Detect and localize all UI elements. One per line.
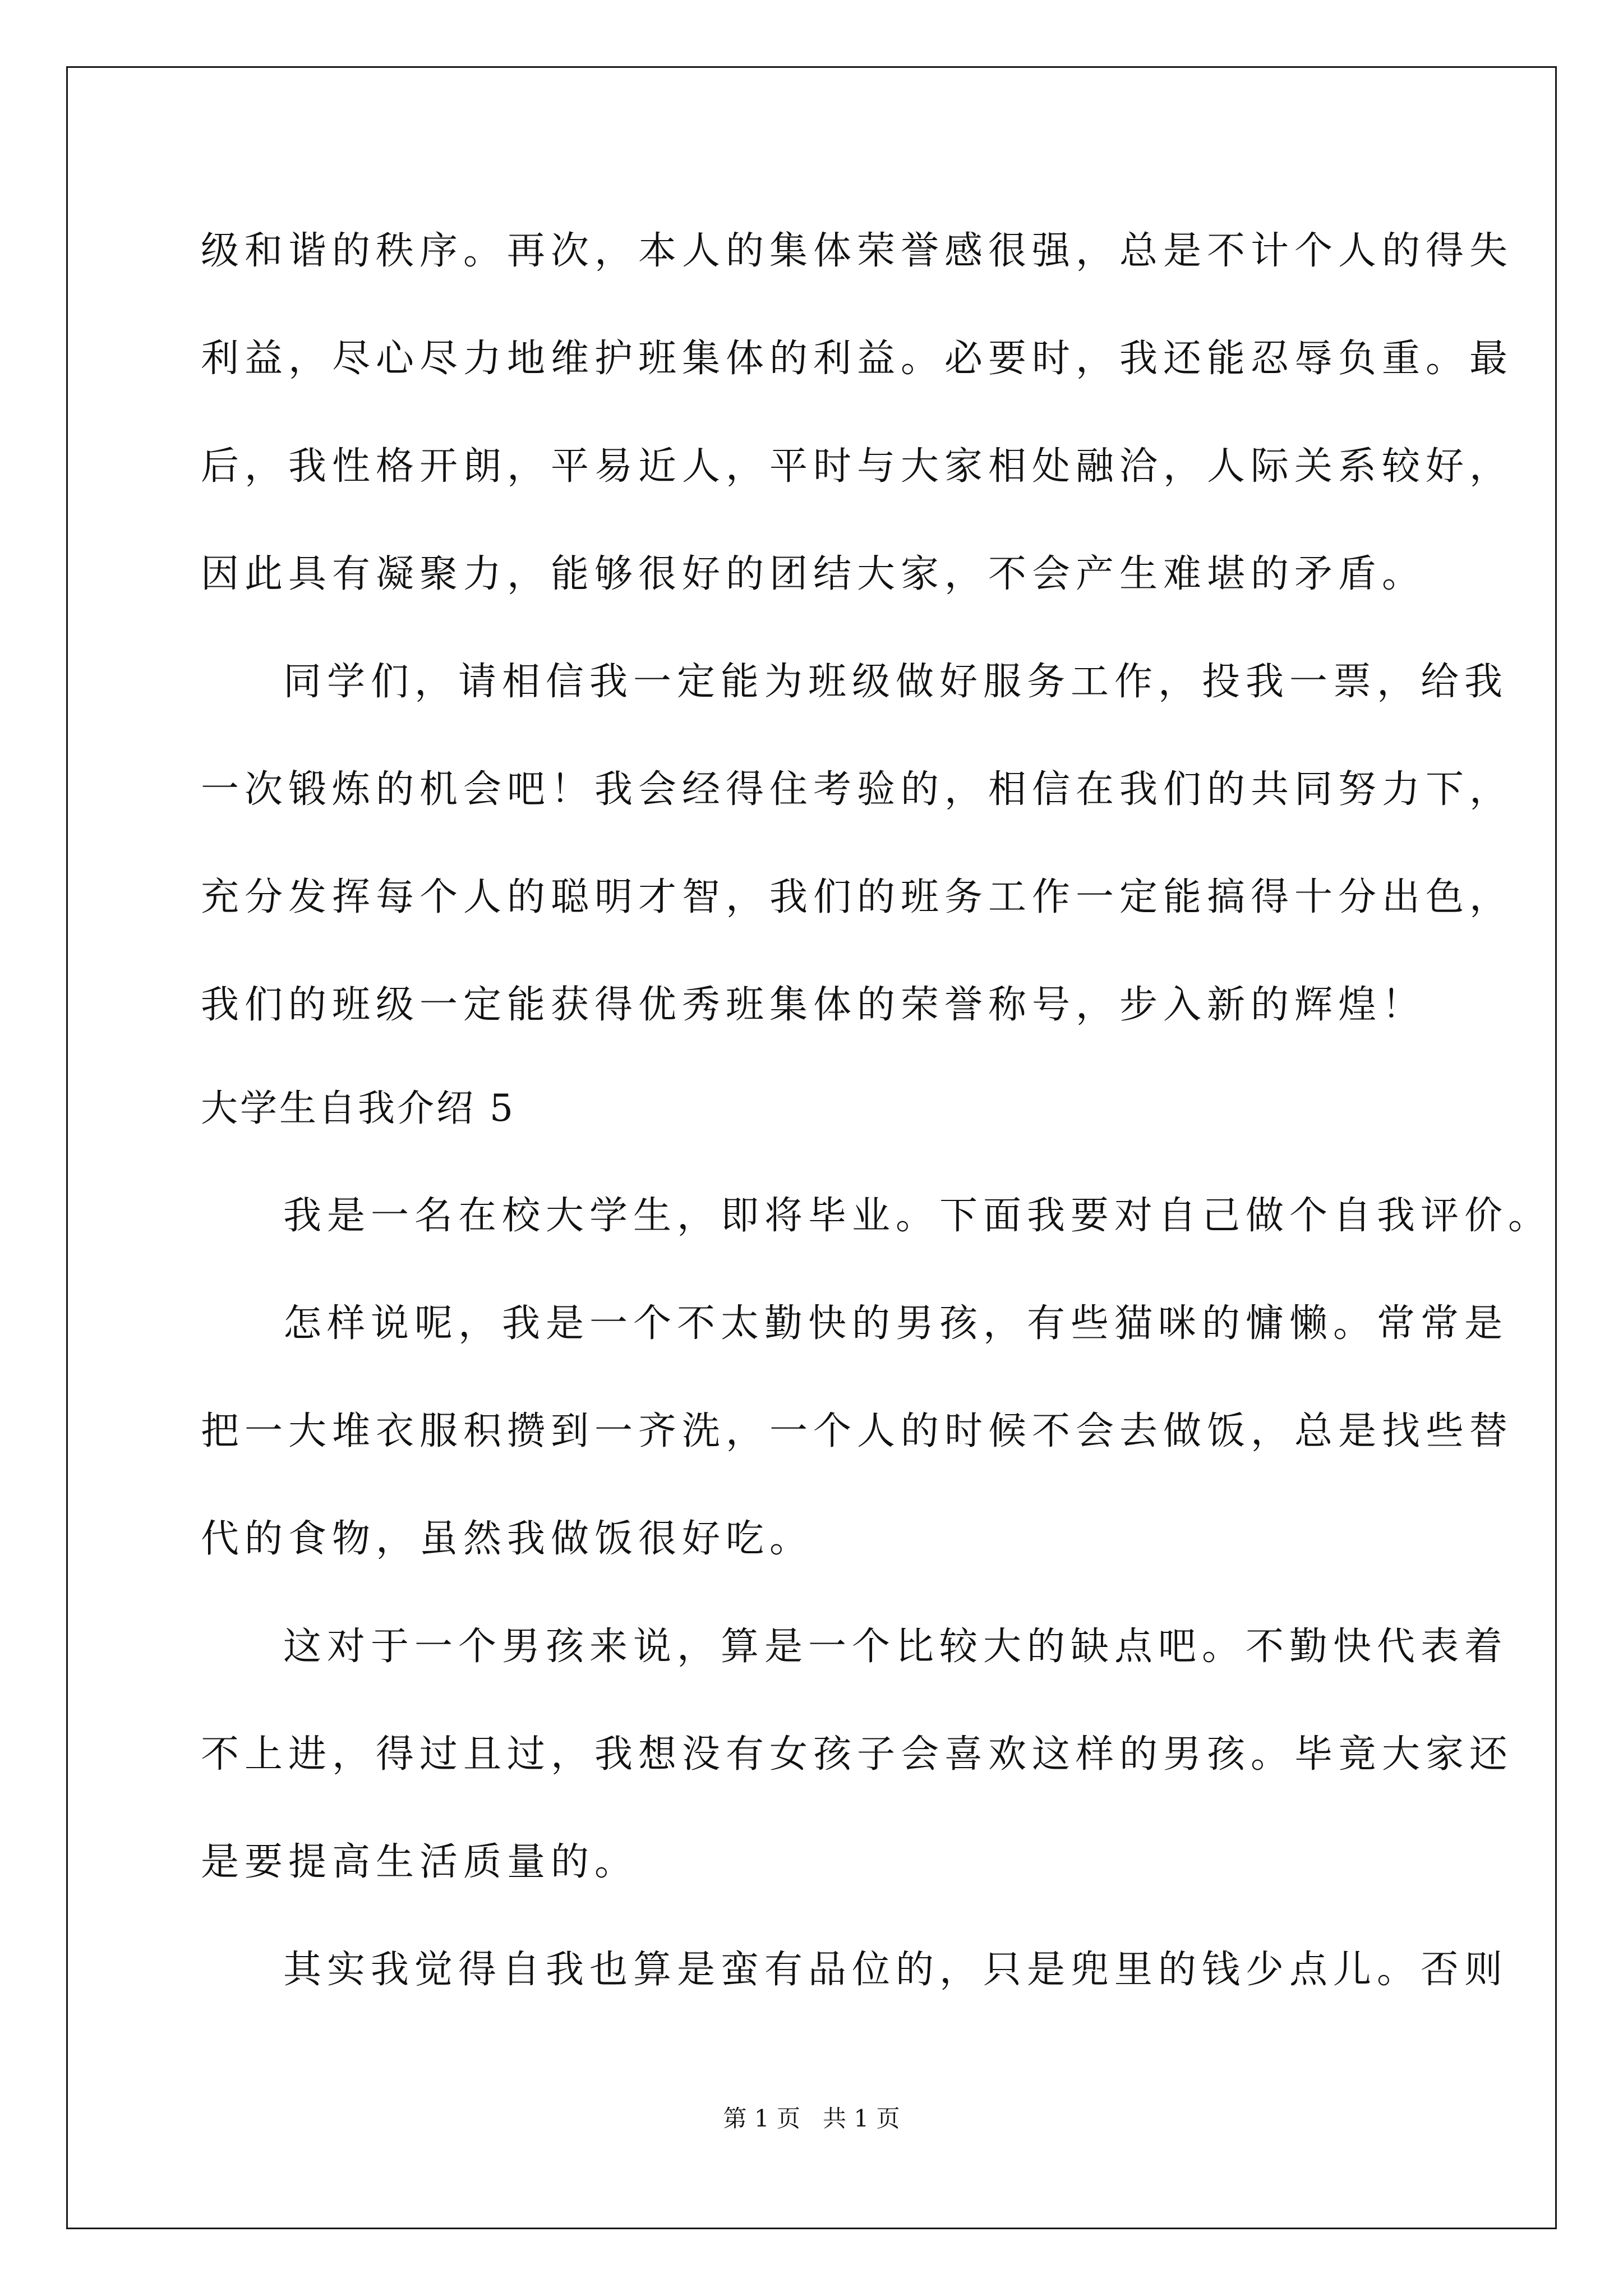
page-footer: 第 1 页 共 1 页: [723, 2105, 900, 2132]
paragraph-line: 我们的班级一定能获得优秀班集体的荣誉称号，步入新的辉煌！: [201, 983, 1426, 1027]
paragraph-line: 后，我性格开朗，平易近人，平时与大家相处融洽，人际关系较好，: [201, 444, 1514, 489]
paragraph-line: 同学们，请相信我一定能为班级做好服务工作，投我一票，给我: [283, 660, 1509, 704]
paragraph-line: 级和谐的秩序。再次，本人的集体荣誉感很强，总是不计个人的得失: [201, 229, 1514, 273]
paragraph-line: 不上进，得过且过，我想没有女孩子会喜欢这样的男孩。毕竟大家还: [201, 1732, 1514, 1777]
section-heading: 大学生自我介绍 5: [201, 1087, 515, 1130]
page-border: [66, 66, 1557, 2229]
paragraph-line: 我是一名在校大学生，即将毕业。下面我要对自己做个自我评价。: [283, 1194, 1552, 1238]
paragraph-line: 代的食物，虽然我做饭很好吃。: [201, 1517, 814, 1561]
paragraph-line: 利益，尽心尽力地维护班集体的利益。必要时，我还能忍辱负重。最: [201, 337, 1514, 381]
paragraph-line: 充分发挥每个人的聪明才智，我们的班务工作一定能搞得十分出色，: [201, 875, 1514, 919]
paragraph-line: 因此具有凝聚力，能够很好的团结大家，不会产生难堪的矛盾。: [201, 552, 1426, 596]
paragraph-line: 一次锻炼的机会吧！我会经得住考验的，相信在我们的共同努力下，: [201, 767, 1514, 812]
paragraph-line: 是要提高生活质量的。: [201, 1840, 639, 1884]
paragraph-line: 把一大堆衣服积攒到一齐洗，一个人的时候不会去做饭，总是找些替: [201, 1409, 1514, 1453]
paragraph-line: 这对于一个男孩来说，算是一个比较大的缺点吧。不勤快代表着: [283, 1625, 1509, 1669]
paragraph-line: 其实我觉得自我也算是蛮有品位的，只是兜里的钱少点儿。否则: [283, 1948, 1509, 1992]
paragraph-line: 怎样说呢，我是一个不太勤快的男孩，有些猫咪的慵懒。常常是: [283, 1301, 1509, 1346]
